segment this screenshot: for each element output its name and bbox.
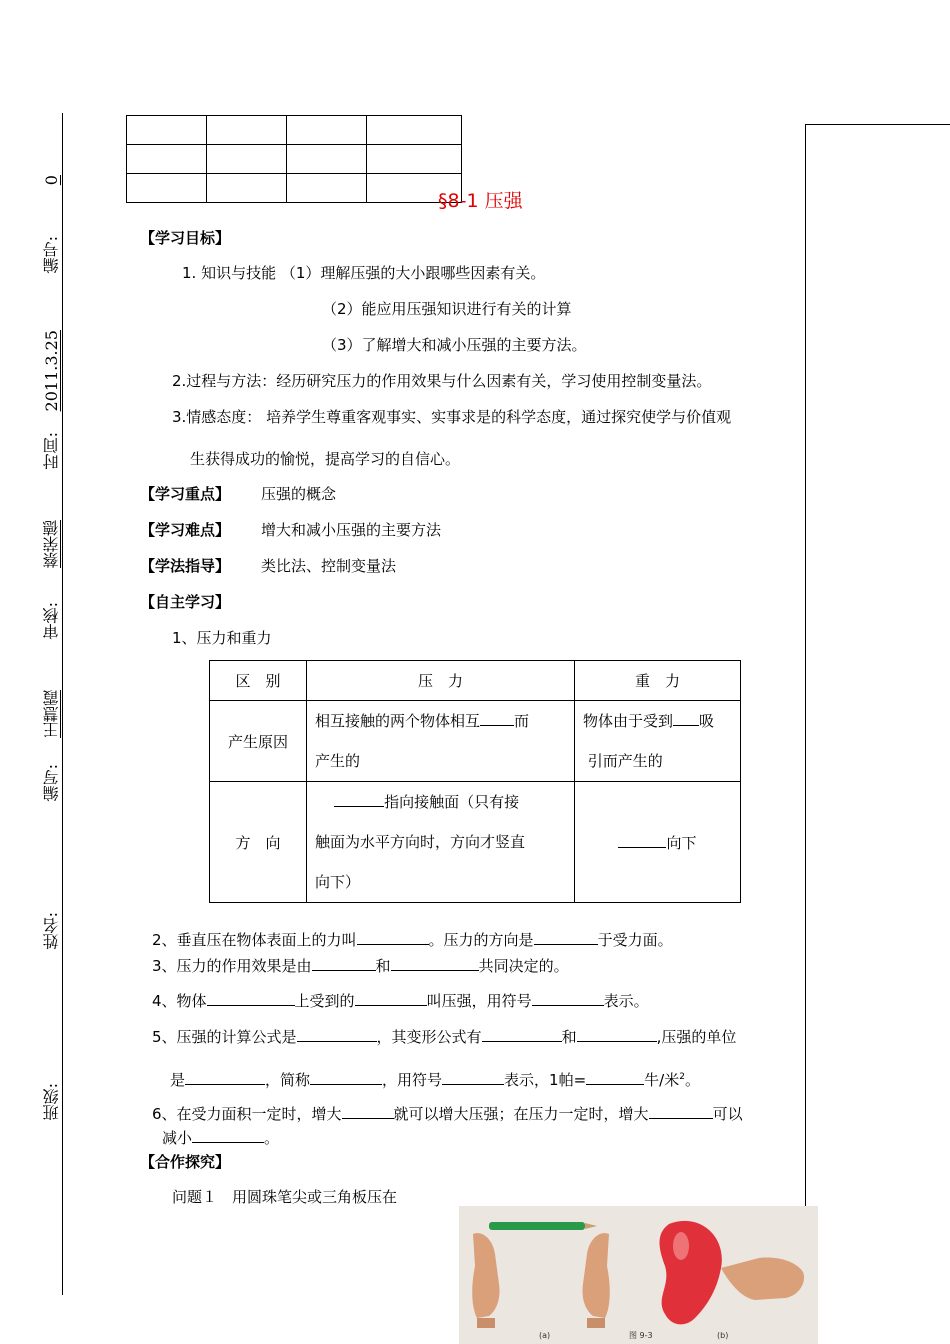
table-row1-gravity [575,701,741,782]
q5-superscript: 2 [679,1072,685,1082]
class-label: 班级: [42,1083,61,1121]
focus-heading: 【学习重点】 [140,485,231,503]
pressure-gravity-table [209,660,741,903]
objective-item-1: 1. 知识与技能 （1）理解压强的大小跟哪些因素有关。 [182,264,546,282]
objective-item-1b: （2）能应用压强知识进行有关的计算 [322,300,572,318]
q3-text-a: 3、压力的作用效果是由 [152,957,312,975]
table-header-diff: 区 别 [210,661,307,701]
q5-text-g: ，用符号 [382,1071,443,1089]
q5-text-d: ,压强的单位 [656,1028,737,1046]
reviewer-value: 蔡荣德 [42,520,61,568]
table-row2-label: 方 向 [210,782,307,903]
row2-gravity: 向下 [666,833,697,852]
q4-text-d: 表示。 [603,992,649,1010]
author-value: 王慧霞 [42,690,61,738]
method-text: 类比法、控制变量法 [261,557,397,575]
q5-text-b: ，其变形公式有 [376,1028,482,1046]
cooperative-heading: 【合作探究】 [140,1153,231,1171]
author-label: 编写: [42,764,61,802]
blank [586,1070,644,1085]
blank [334,792,384,807]
row1-pressure-b: 而 [514,712,530,730]
blank [297,1027,377,1042]
table-row2-pressure [307,782,575,903]
table-header-gravity: 重 力 [575,661,741,701]
blank [207,991,295,1006]
difficulty-text: 增大和减小压强的主要方法 [261,521,442,539]
pencil-shape [489,1222,585,1230]
figure-label-b: (b) [717,1331,729,1340]
q4-text-a: 4、物体 [152,992,207,1010]
row2-pressure-a: 指向接触面（只有接 [384,793,520,811]
blank [355,991,427,1006]
blank [312,956,376,971]
reviewer-label: 审核: [42,602,61,640]
row1-gravity-b: 吸 [699,712,715,730]
right-frame-top [805,124,950,125]
objective-item-1c: （3）了解增大和减小压强的主要方法。 [322,336,587,354]
question-6-cont [162,1128,279,1147]
blank [391,956,479,971]
problem-1: 问题１ 用圆珠笔尖或三角板压在 [172,1188,398,1206]
question-3 [152,956,569,975]
blank [185,1070,265,1085]
blank [482,1027,562,1042]
table-row1-pressure [307,701,575,782]
question-5-cont [170,1068,700,1089]
table-row2-gravity [575,782,741,903]
q4-text-c: 叫压强，用符号 [426,992,532,1010]
table-header-pressure: 压 力 [307,661,575,701]
time-label: 时间: [42,432,61,470]
row1-gravity-a: 物体由于受到 [583,712,674,730]
q2-text-a: 2、垂直压在物体表面上的力叫 [152,931,357,949]
blank [618,833,666,848]
q2-text-c: 于受力面。 [597,931,673,949]
question-4 [152,991,649,1010]
self-study-sub1: 1、压力和重力 [172,629,272,647]
question-5 [152,1027,736,1046]
q5-text-e: 是 [170,1071,186,1089]
q4-text-b: 上受到的 [294,992,355,1010]
blank [480,711,514,726]
number-label: 编号: [42,236,61,274]
blank [310,1070,382,1085]
question-6 [152,1104,743,1123]
q6-text-c: 可以 [712,1105,743,1123]
figure-label-a: (a) [539,1331,551,1340]
q6-text-a: 6、在受力面积一定时，增大 [152,1105,342,1123]
table-row1-label: 产生原因 [210,701,307,782]
row2-pressure-b: 触面为水平方向时，方向才竖直 [315,833,526,851]
row1-pressure-a: 相互接触的两个物体相互 [315,712,481,730]
row2-pressure-c: 向下） [315,873,361,891]
page-title: §8-1 压强 [438,190,523,212]
header-grid [126,115,462,203]
q2-text-b: 。压力的方向是 [428,931,534,949]
q5-text-f: ，简称 [265,1071,311,1089]
objective-item-3b: 生获得成功的愉悦，提高学习的自信心。 [190,450,461,468]
blank [649,1104,713,1119]
blank [534,930,598,945]
q5-text-a: 5、压强的计算公式是 [152,1028,297,1046]
name-label: 姓名: [42,912,61,950]
blank [192,1128,264,1143]
difficulty-heading: 【学习难点】 [140,521,231,539]
q6-text-d: 减小 [162,1129,193,1147]
figure-caption: 图 9-3 [629,1331,653,1340]
blank [532,991,604,1006]
row1-gravity-c: 引而产生的 [587,752,663,770]
blank [442,1070,504,1085]
q5-text-j: 。 [684,1071,700,1089]
q6-text-e: 。 [264,1129,280,1147]
q5-text-h: 表示，1帕= [504,1071,587,1089]
right-frame-left [805,124,806,1344]
time-value: 2011.3.25 [42,330,61,412]
q3-text-c: 共同决定的。 [478,957,569,975]
q5-text-c: 和 [561,1028,577,1046]
number-value: 0 [42,175,61,186]
blank [357,930,429,945]
objective-item-3: 3.情感态度： 培养学生尊重客观事实、实事求是的科学态度，通过探究使学与价值观 [172,408,732,426]
question-2 [152,930,673,949]
objectives-heading: 【学习目标】 [140,229,231,247]
focus-text: 压强的概念 [261,485,337,503]
q3-text-b: 和 [375,957,391,975]
q5-text-i: 牛/米 [644,1071,680,1089]
figure-photo [459,1206,818,1344]
blank [342,1104,394,1119]
q6-text-b: 就可以增大压强；在压力一定时，增大 [393,1105,649,1123]
row1-pressure-c: 产生的 [315,752,361,770]
self-study-heading: 【自主学习】 [140,593,231,611]
blank [673,711,699,726]
objective-item-2: 2.过程与方法：经历研究压力的作用效果与什么因素有关，学习使用控制变量法。 [172,372,712,390]
figure-illustration [459,1206,818,1344]
method-heading: 【学法指导】 [140,557,231,575]
blank [577,1027,657,1042]
